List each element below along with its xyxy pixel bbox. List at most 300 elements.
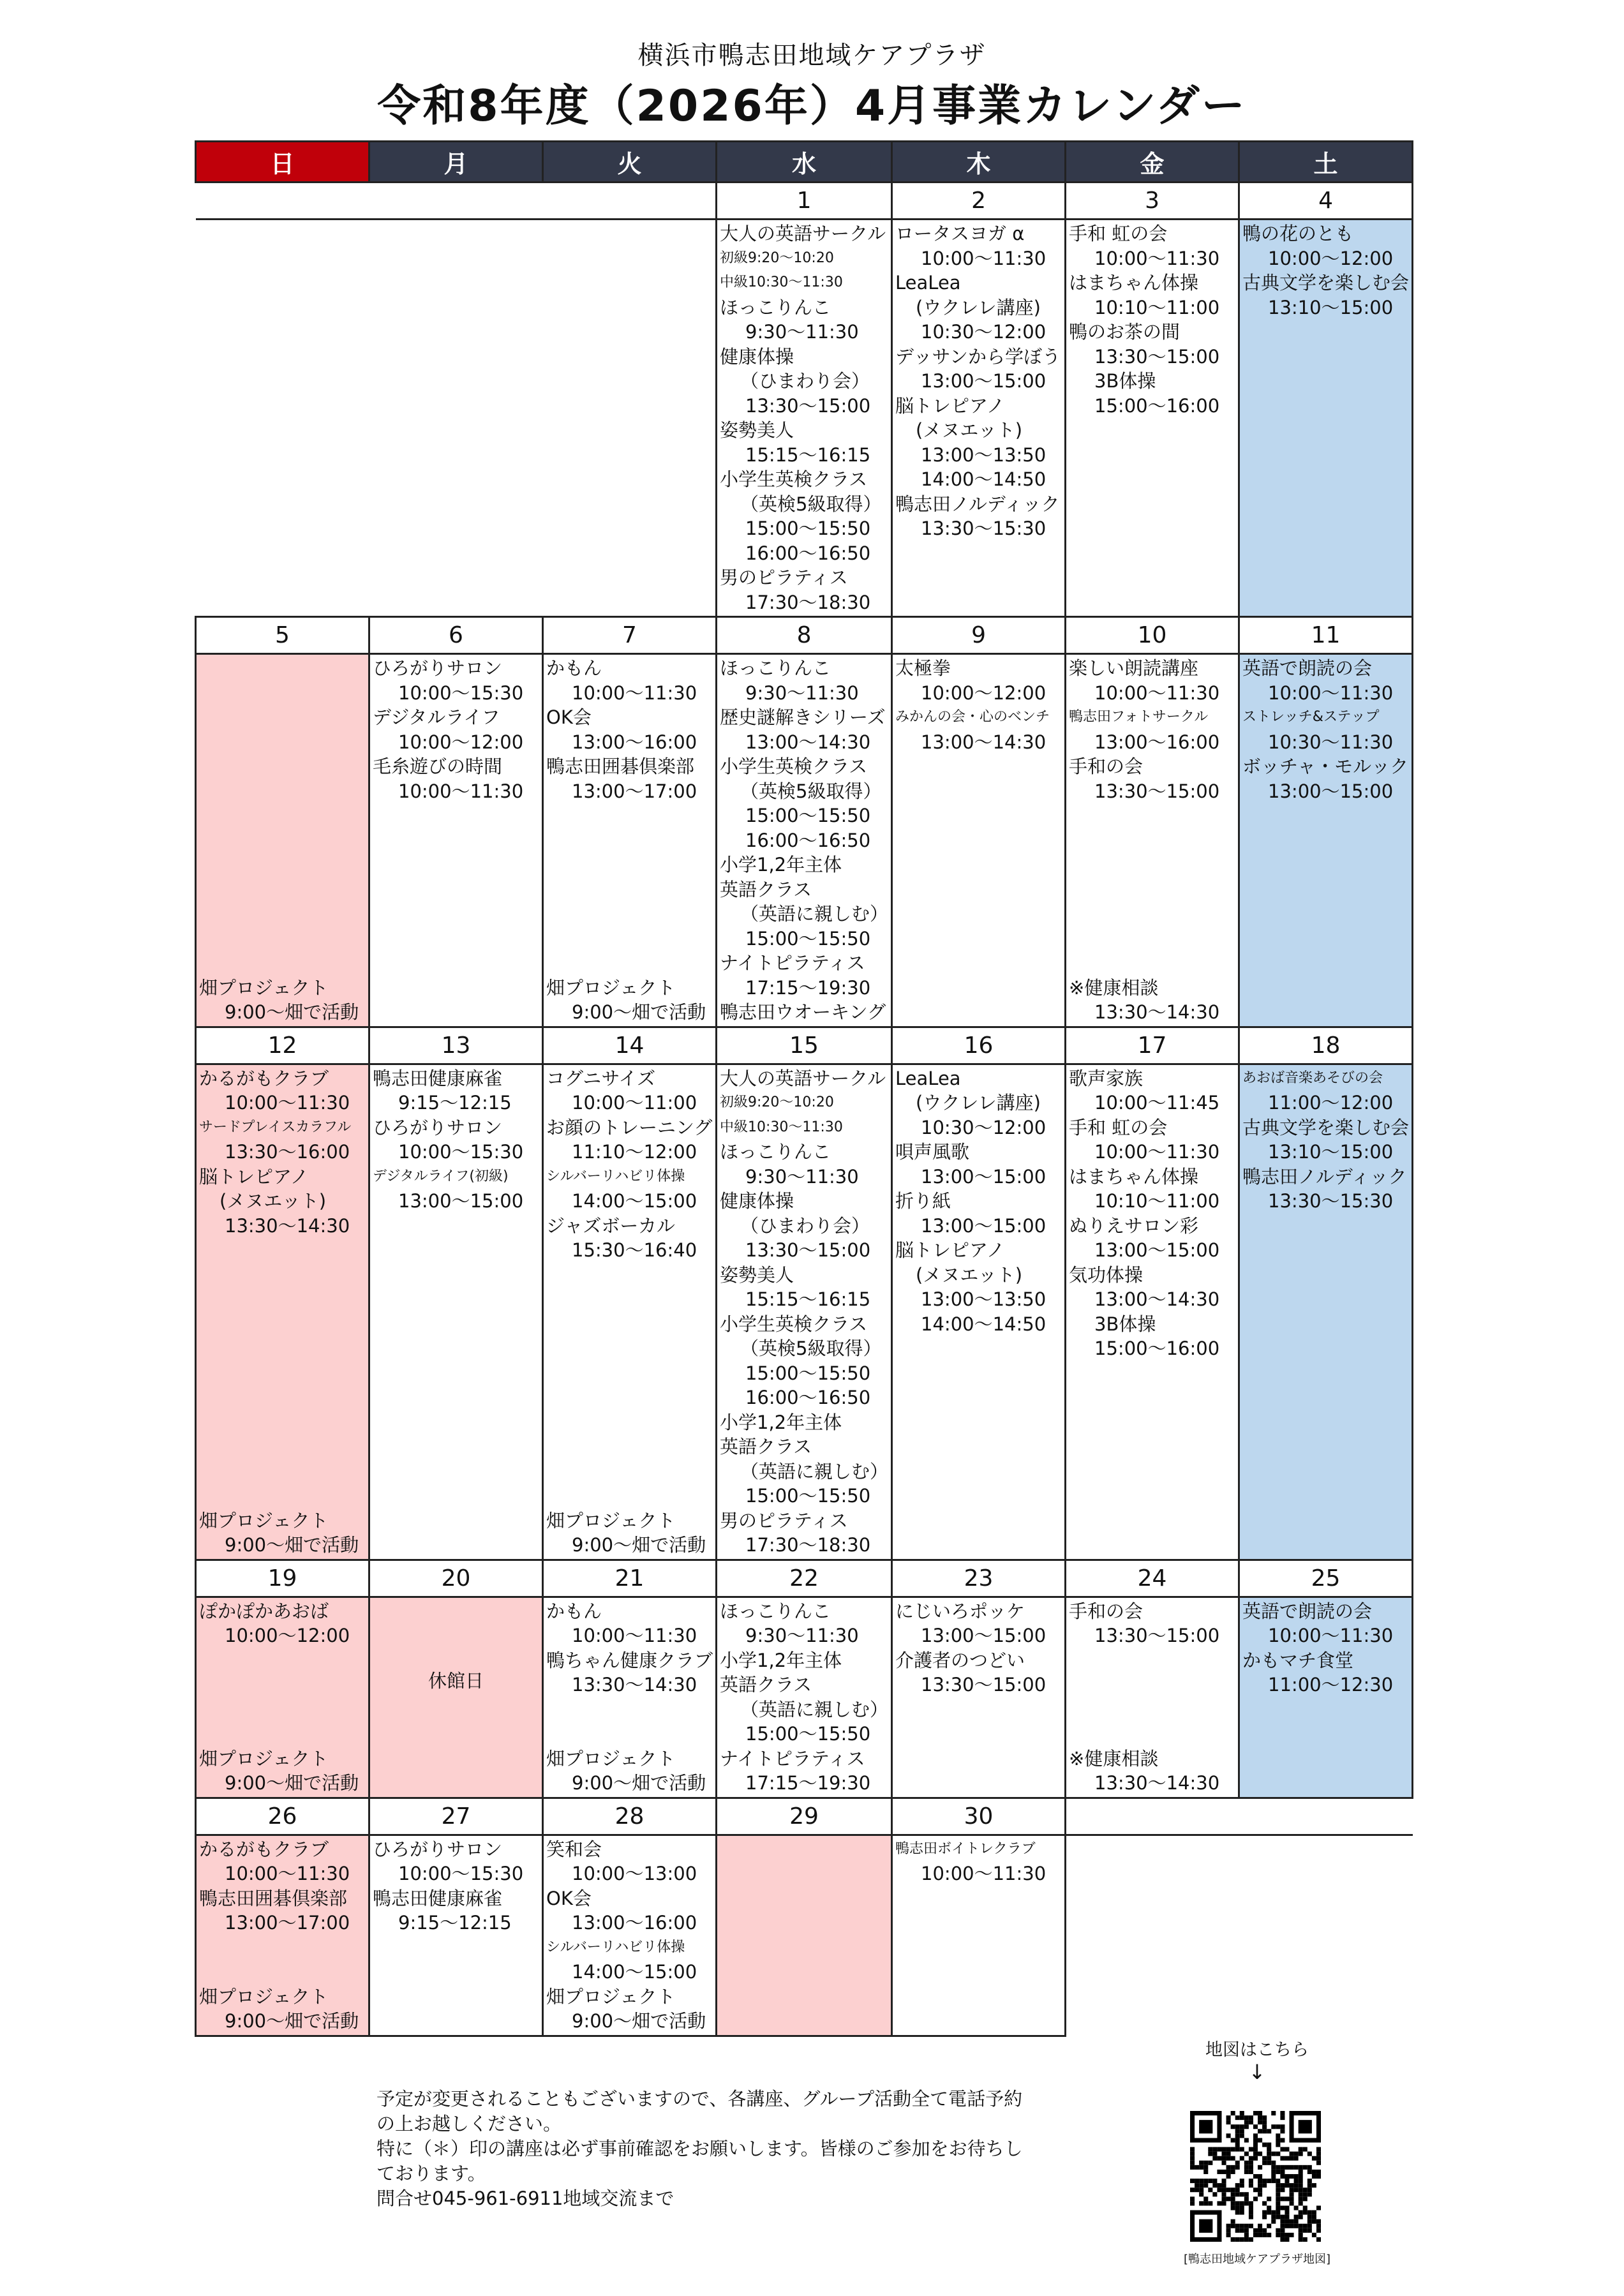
date-number-mon: 20: [369, 1560, 543, 1597]
day-cell-sat: [1239, 220, 1413, 617]
event-time: 10:00～11:30: [225, 1092, 350, 1114]
event-list: [196, 220, 369, 223]
event-time: 13:30～15:00: [1094, 780, 1220, 802]
event-time: 13:00～15:00: [921, 370, 1047, 392]
date-number-sat: 18: [1239, 1027, 1413, 1064]
event-list: [893, 1065, 1064, 1338]
date-number-sat: [1239, 1798, 1413, 1835]
event-time: 17:30～18:30: [745, 1534, 871, 1556]
page-title: 令和8年度（2026年）4月事業カレンダー: [377, 81, 1247, 131]
event-time: 16:00～16:50: [745, 542, 871, 564]
weekday-header-tue: 火: [543, 142, 717, 183]
date-number-sun: 26: [196, 1798, 369, 1835]
event-name: 歴史謎解きシリーズ: [720, 706, 886, 728]
event-time: 10:00～11:30: [1268, 1625, 1394, 1646]
day-cell-wed: [717, 220, 892, 617]
event-time: 15:00～15:50: [745, 927, 871, 950]
event-name: かるがもクラブ: [199, 1067, 329, 1089]
event-name: 鴨志田ノルディック: [895, 493, 1060, 515]
bottom-event: [199, 1985, 366, 2034]
event-time: 11:10～12:00: [572, 1141, 697, 1163]
event-name: お顔のトレーニング: [546, 1116, 713, 1138]
event-time: 17:30～18:30: [745, 591, 871, 613]
event-list: [1066, 220, 1238, 419]
date-number-sun: 12: [196, 1027, 369, 1064]
event-calendar: [195, 140, 1413, 2037]
event-name: はまちゃん体操: [1069, 1165, 1199, 1188]
event-name: ほっこりんこ: [720, 296, 831, 318]
event-time: 9:00～畑で活動: [572, 1772, 706, 1794]
event-name: 英語クラス: [720, 1436, 812, 1457]
day-cell-fri: [1066, 654, 1239, 1027]
event-time: 13:30～15:00: [1094, 345, 1220, 368]
day-cell-thu: [892, 1064, 1066, 1560]
event-name: 姿勢美人: [720, 1264, 794, 1286]
event-name: 毛糸遊びの時間: [373, 756, 503, 777]
event-name: 鴨の花のとも: [1242, 223, 1354, 244]
event-time: 13:00～17:00: [225, 1912, 350, 1934]
event-name: (ウクレレ講座): [916, 296, 1041, 318]
event-time: 10:00～11:30: [921, 247, 1047, 269]
event-time: 9:15～12:15: [398, 1092, 512, 1114]
event-name: 鴨志田ノルディック: [1242, 1165, 1407, 1188]
event-name: 英語で朗読の会: [1242, 657, 1373, 679]
event-list: [370, 1836, 542, 1937]
event-name: 男のピラティス: [720, 1509, 848, 1532]
event-name: シルバーリハビリ体操: [546, 1939, 685, 1955]
event-list: [717, 220, 891, 616]
date-number-tue: [543, 183, 717, 220]
day-cell-wed: [717, 654, 892, 1027]
event-list: [1239, 1836, 1413, 1838]
event-time: 15:00～15:50: [745, 1723, 871, 1745]
date-number-sun: 19: [196, 1560, 369, 1597]
event-time: 13:00～15:00: [1268, 780, 1394, 802]
event-time: 13:00～16:00: [572, 731, 697, 753]
day-cell-sat: [1239, 1064, 1413, 1560]
bottom-event: [546, 1747, 713, 1796]
event-time: 13:00～15:00: [921, 1214, 1047, 1237]
event-name: ほっこりんこ: [720, 657, 831, 679]
event-time: 9:00～畑で活動: [225, 1001, 359, 1023]
event-name: 畑プロジェクト: [199, 1509, 329, 1532]
day-cell-thu: [892, 220, 1066, 617]
event-time: 13:30～16:00: [225, 1141, 350, 1163]
date-number-wed: 29: [717, 1798, 892, 1835]
event-time: 15:00～15:50: [745, 805, 871, 826]
event-time: 13:30～15:00: [921, 1674, 1047, 1696]
event-time: 13:00～13:50: [921, 444, 1047, 466]
day-cell-sun: [196, 1835, 369, 2036]
date-number-fri: 17: [1066, 1027, 1239, 1064]
event-time: 9:30～11:30: [745, 682, 859, 704]
event-time: 13:00～15:00: [921, 1165, 1047, 1188]
day-cell-mon: [369, 1835, 543, 2036]
qr-code-icon[interactable]: [1190, 2111, 1321, 2242]
event-name: （英語に親しむ）: [740, 1460, 889, 1482]
event-time: 13:00～15:00: [1094, 1239, 1220, 1261]
event-time: 13:30～15:30: [1268, 1190, 1394, 1212]
day-cell-sun: [196, 220, 369, 617]
event-name: ひろがりサロン: [373, 657, 503, 679]
date-number-mon: 6: [369, 617, 543, 654]
event-name: 手和の会: [1069, 756, 1144, 777]
date-number-wed: 22: [717, 1560, 892, 1597]
event-time: 10:30～12:00: [921, 1116, 1047, 1138]
event-name: 畑プロジェクト: [546, 1747, 676, 1770]
event-time: 10:30～12:00: [921, 321, 1047, 343]
event-time: 14:00～14:50: [921, 1313, 1047, 1335]
bottom-event: [199, 976, 366, 1025]
event-name: 古典文学を楽しむ会: [1242, 1116, 1410, 1138]
day-cell-fri: [1066, 1064, 1239, 1560]
event-time: 3B体操: [1094, 1313, 1156, 1335]
day-cell-tue: [543, 1597, 717, 1798]
footer-note-line: の上お越しください。: [376, 2113, 562, 2135]
event-list: [370, 1065, 542, 1215]
event-time: 10:00～11:30: [572, 682, 697, 704]
weekday-header-thu: 木: [892, 142, 1066, 183]
date-number-thu: 30: [892, 1798, 1066, 1835]
event-name: 畑プロジェクト: [199, 976, 329, 999]
event-time: 10:00～11:45: [1094, 1092, 1220, 1114]
event-name: 鴨志田ウオーキング: [720, 1001, 886, 1023]
event-time: 10:00～15:30: [398, 682, 524, 704]
event-name: 男のピラティス: [720, 567, 848, 588]
event-name: かもマチ食堂: [1242, 1649, 1354, 1671]
date-number-mon: 13: [369, 1027, 543, 1064]
event-time: 10:00～12:00: [225, 1625, 350, 1646]
event-time: 15:00～15:50: [745, 1485, 871, 1507]
event-name: デジタルライフ: [373, 706, 500, 728]
date-number-fri: [1066, 1798, 1239, 1835]
event-name: コグニサイズ: [546, 1067, 656, 1089]
weekday-header-sun: 日: [196, 142, 369, 183]
event-time: 9:00～畑で活動: [225, 1772, 359, 1794]
event-time: 9:00～畑で活動: [572, 2010, 706, 2032]
day-cell-sun: [196, 1064, 369, 1560]
bottom-event: [546, 1509, 713, 1558]
event-list: [1240, 1065, 1412, 1215]
event-list: [1066, 1065, 1238, 1362]
event-name: みかんの会・心のベンチ: [895, 709, 1050, 725]
footer-note-line: 特に（＊）印の講座は必ず事前確認をお願いします。皆様のご参加をお待ちし: [376, 2138, 1023, 2159]
event-name: (メヌエット): [916, 1264, 1023, 1286]
event-name: 姿勢美人: [720, 419, 794, 441]
event-time: 14:00～15:00: [572, 1190, 697, 1212]
date-number-tue: 14: [543, 1027, 717, 1064]
date-number-sun: [196, 183, 369, 220]
event-name: （英検5級取得）: [740, 780, 882, 802]
event-name: 鴨志田ボイトレクラブ: [895, 1840, 1036, 1857]
event-list: [1066, 1836, 1239, 1838]
event-time: 10:00～11:30: [225, 1863, 350, 1884]
event-name: (メヌエット): [220, 1190, 327, 1212]
event-name: 英語クラス: [720, 878, 812, 900]
closed-label: 休館日: [428, 1669, 484, 1692]
event-list: [544, 1598, 715, 1699]
event-time: 13:30～15:00: [745, 394, 871, 417]
day-cell-fri: [1066, 1835, 1239, 2036]
event-time: 13:30～14:30: [572, 1674, 697, 1696]
day-cell-tue: [543, 220, 717, 617]
event-name: かるがもクラブ: [199, 1838, 329, 1860]
event-name: 健康体操: [720, 345, 794, 368]
event-time: 10:00～13:00: [572, 1863, 697, 1884]
event-time: 10:00～15:30: [398, 1141, 524, 1163]
event-list: [1240, 220, 1412, 321]
event-name: ストレッチ&ステップ: [1242, 709, 1380, 725]
event-name: 鴨ちゃん健康クラブ: [546, 1649, 713, 1671]
event-time: 3B体操: [1094, 370, 1156, 392]
event-name: 大人の英語サークル: [720, 223, 886, 244]
event-name: (ウクレレ講座): [916, 1092, 1041, 1114]
event-list: [717, 1065, 891, 1559]
event-name: （英検5級取得）: [740, 1338, 882, 1359]
date-number-tue: 7: [543, 617, 717, 654]
event-time: 9:30～11:30: [745, 1625, 859, 1646]
event-name: 小学生英検クラス: [720, 468, 868, 490]
event-list: [717, 655, 891, 1026]
weekday-header-fri: 金: [1066, 142, 1239, 183]
footer-notes: [376, 2087, 1085, 2211]
event-list: [717, 1836, 891, 1838]
day-cell-mon: [369, 654, 543, 1027]
bottom-event: [1069, 1747, 1235, 1796]
event-time: 14:00～15:00: [572, 1961, 697, 1983]
bottom-event: [199, 1509, 366, 1558]
event-name: はまちゃん体操: [1069, 272, 1199, 294]
event-name: 中級10:30～11:30: [720, 1119, 843, 1135]
event-list: [893, 655, 1064, 756]
event-name: 古典文学を楽しむ会: [1242, 272, 1410, 294]
date-number-fri: 24: [1066, 1560, 1239, 1597]
event-time: 13:00～16:00: [572, 1912, 697, 1934]
event-name: 鴨志田健康麻雀: [373, 1067, 503, 1089]
date-number-wed: 15: [717, 1027, 892, 1064]
qr-caption: [鴨志田地域ケアプラザ地図]: [1183, 2253, 1331, 2266]
footer-note-line: 予定が変更されることもございますので、各講座、グループ活動全て電話予約: [376, 2088, 1023, 2110]
date-number-thu: 16: [892, 1027, 1066, 1064]
map-label: 地図はこちら: [1205, 2040, 1309, 2060]
day-cell-wed: [717, 1597, 892, 1798]
event-time: 11:00～12:00: [1268, 1092, 1394, 1114]
event-name: ※健康相談: [1069, 1747, 1159, 1770]
event-name: 脳トレピアノ: [895, 1239, 1005, 1261]
event-name: かもん: [546, 1600, 602, 1622]
event-name: ぽかぽかあおば: [199, 1600, 329, 1622]
event-list: [893, 1836, 1064, 1888]
event-name: ジャズボーカル: [546, 1214, 675, 1237]
event-list: [197, 1836, 368, 1937]
event-list: [717, 1598, 891, 1797]
day-cell-fri: [1066, 1597, 1239, 1798]
event-list: [1066, 1598, 1238, 1650]
event-time: 10:00～15:30: [398, 1863, 524, 1884]
day-cell-mon: [369, 1597, 543, 1798]
event-name: あおば音楽あそびの会: [1242, 1070, 1383, 1086]
event-time: 10:00～11:30: [1094, 247, 1220, 269]
event-name: 畑プロジェクト: [199, 1985, 329, 2008]
event-time: 15:00～15:50: [745, 518, 871, 539]
event-list: [544, 1065, 715, 1264]
event-name: 太極拳: [895, 657, 951, 679]
day-cell-thu: [892, 1835, 1066, 2036]
event-name: 気功体操: [1069, 1264, 1144, 1286]
event-name: ※健康相談: [1069, 976, 1159, 999]
event-name: 畑プロジェクト: [546, 976, 676, 999]
date-number-tue: 28: [543, 1798, 717, 1835]
day-cell-sun: [196, 654, 369, 1027]
event-name: 脳トレピアノ: [199, 1165, 309, 1188]
event-name: (メヌエット): [916, 419, 1023, 441]
event-time: 10:00～11:00: [572, 1092, 697, 1114]
event-name: （英検5級取得）: [740, 493, 882, 515]
day-cell-wed: [717, 1064, 892, 1560]
event-name: ほっこりんこ: [720, 1141, 831, 1163]
date-number-tue: 21: [543, 1560, 717, 1597]
event-time: 15:15～16:15: [745, 444, 871, 466]
event-name: ひろがりサロン: [373, 1838, 503, 1860]
event-name: OK会: [546, 1887, 592, 1909]
event-name: 中級10:30～11:30: [720, 274, 843, 290]
event-time: 13:00～13:50: [921, 1288, 1047, 1310]
event-name: デッサンから学ぼう: [895, 345, 1061, 368]
event-name: 小学1,2年主体: [720, 1649, 842, 1671]
event-time: 13:30～14:30: [1094, 1772, 1220, 1794]
event-time: 10:00～11:30: [921, 1863, 1047, 1884]
event-name: 折り紙: [895, 1190, 951, 1212]
event-name: 畑プロジェクト: [546, 1509, 676, 1532]
event-time: 9:00～畑で活動: [572, 1001, 706, 1023]
event-name: シルバーリハビリ体操: [546, 1168, 685, 1184]
event-time: 14:00～14:50: [921, 468, 1047, 490]
event-time: 13:00～14:30: [921, 731, 1047, 753]
event-time: 10:10～11:00: [1094, 296, 1220, 318]
event-time: 13:00～15:00: [398, 1190, 524, 1212]
bottom-event: [199, 1747, 366, 1796]
event-time: 13:00～16:00: [1094, 731, 1220, 753]
event-time: 15:00～15:50: [745, 1362, 871, 1384]
date-number-wed: 8: [717, 617, 892, 654]
event-time: 15:00～16:00: [1094, 1338, 1220, 1359]
event-list: [893, 1598, 1064, 1699]
event-name: 唄声風歌: [895, 1141, 970, 1163]
event-name: 手和 虹の会: [1069, 1116, 1168, 1138]
date-number-fri: 10: [1066, 617, 1239, 654]
event-list: [1066, 655, 1238, 805]
event-time: 13:30～15:30: [921, 518, 1047, 539]
weekday-header-mon: 月: [369, 142, 543, 183]
event-time: 9:30～11:30: [745, 321, 859, 343]
event-list: [197, 655, 368, 657]
weekday-header-sat: 土: [1239, 142, 1413, 183]
event-time: 9:00～畑で活動: [225, 2010, 359, 2032]
day-cell-wed: [717, 1835, 892, 2036]
down-arrow-icon: ↓: [1248, 2060, 1266, 2084]
event-name: にじいろポッケ: [895, 1600, 1025, 1622]
event-time: 13:00～17:00: [572, 780, 697, 802]
event-time: 15:15～16:15: [745, 1288, 871, 1310]
event-time: 17:15～19:30: [745, 1772, 871, 1794]
day-cell-mon: [369, 1064, 543, 1560]
date-number-sat: 11: [1239, 617, 1413, 654]
event-time: 10:00～12:00: [398, 731, 524, 753]
event-time: 17:15～19:30: [745, 976, 871, 999]
event-time: 10:00～11:30: [572, 1625, 697, 1646]
event-time: 9:15～12:15: [398, 1912, 512, 1934]
date-number-mon: 27: [369, 1798, 543, 1835]
event-list: [370, 655, 542, 805]
event-list: [369, 220, 543, 223]
day-cell-sat: [1239, 1835, 1413, 2036]
event-name: 小学生英検クラス: [720, 1313, 868, 1335]
date-number-thu: 9: [892, 617, 1066, 654]
event-name: 畑プロジェクト: [199, 1747, 329, 1770]
event-time: 10:10～11:00: [1094, 1190, 1220, 1212]
event-time: 15:00～16:00: [1094, 394, 1220, 417]
day-cell-sat: [1239, 654, 1413, 1027]
event-name: 鴨志田囲碁倶楽部: [546, 756, 695, 777]
event-name: OK会: [546, 706, 592, 728]
event-time: 13:30～14:30: [225, 1214, 350, 1237]
date-number-sun: 5: [196, 617, 369, 654]
event-name: 鴨志田フォトサークル: [1069, 709, 1209, 725]
event-name: ロータスヨガ α: [895, 223, 1025, 244]
event-name: 歌声家族: [1069, 1067, 1144, 1089]
event-name: デジタルライフ(初級): [373, 1168, 509, 1184]
event-name: LeaLea: [895, 1067, 961, 1089]
event-name: ナイトピラティス: [720, 1747, 865, 1770]
bottom-event: [546, 976, 713, 1025]
event-name: 大人の英語サークル: [720, 1067, 886, 1089]
event-list: [543, 220, 716, 223]
event-time: 9:00～畑で活動: [225, 1534, 359, 1556]
event-time: 13:10～15:00: [1268, 1141, 1394, 1163]
event-name: ナイトピラティス: [720, 952, 865, 974]
day-cell-tue: [543, 1064, 717, 1560]
date-number-fri: 3: [1066, 183, 1239, 220]
event-name: LeaLea: [895, 272, 961, 294]
event-name: かもん: [546, 657, 602, 679]
day-cell-tue: [543, 1835, 717, 2036]
event-time: 13:00～14:30: [745, 731, 871, 753]
day-cell-thu: [892, 654, 1066, 1027]
date-number-wed: 1: [717, 183, 892, 220]
weekday-header-wed: 水: [717, 142, 892, 183]
bottom-event: [1069, 976, 1235, 1025]
day-cell-mon: [369, 220, 543, 617]
contact-info: 問合せ045-961-6911地域交流まで: [376, 2188, 674, 2209]
event-name: 手和の会: [1069, 1600, 1144, 1622]
event-name: （ひまわり会）: [740, 1214, 870, 1237]
event-name: 英語クラス: [720, 1674, 812, 1696]
event-time: 10:00～11:30: [1094, 1141, 1220, 1163]
event-name: 小学1,2年主体: [720, 854, 842, 876]
footer-note-line: ております。: [376, 2163, 486, 2184]
event-name: ボッチャ・モルック: [1242, 756, 1409, 777]
event-name: 健康体操: [720, 1190, 794, 1212]
event-name: ぬりえサロン彩: [1069, 1214, 1199, 1237]
event-time: 13:10～15:00: [1268, 296, 1394, 318]
event-name: 手和 虹の会: [1069, 223, 1168, 244]
organization-name: 横浜市鴨志田地域ケアプラザ: [637, 41, 987, 70]
date-number-thu: 23: [892, 1560, 1066, 1597]
event-list: [370, 1598, 542, 1600]
date-number-mon: [369, 183, 543, 220]
event-name: 脳トレピアノ: [895, 394, 1005, 417]
date-number-sat: 4: [1239, 183, 1413, 220]
